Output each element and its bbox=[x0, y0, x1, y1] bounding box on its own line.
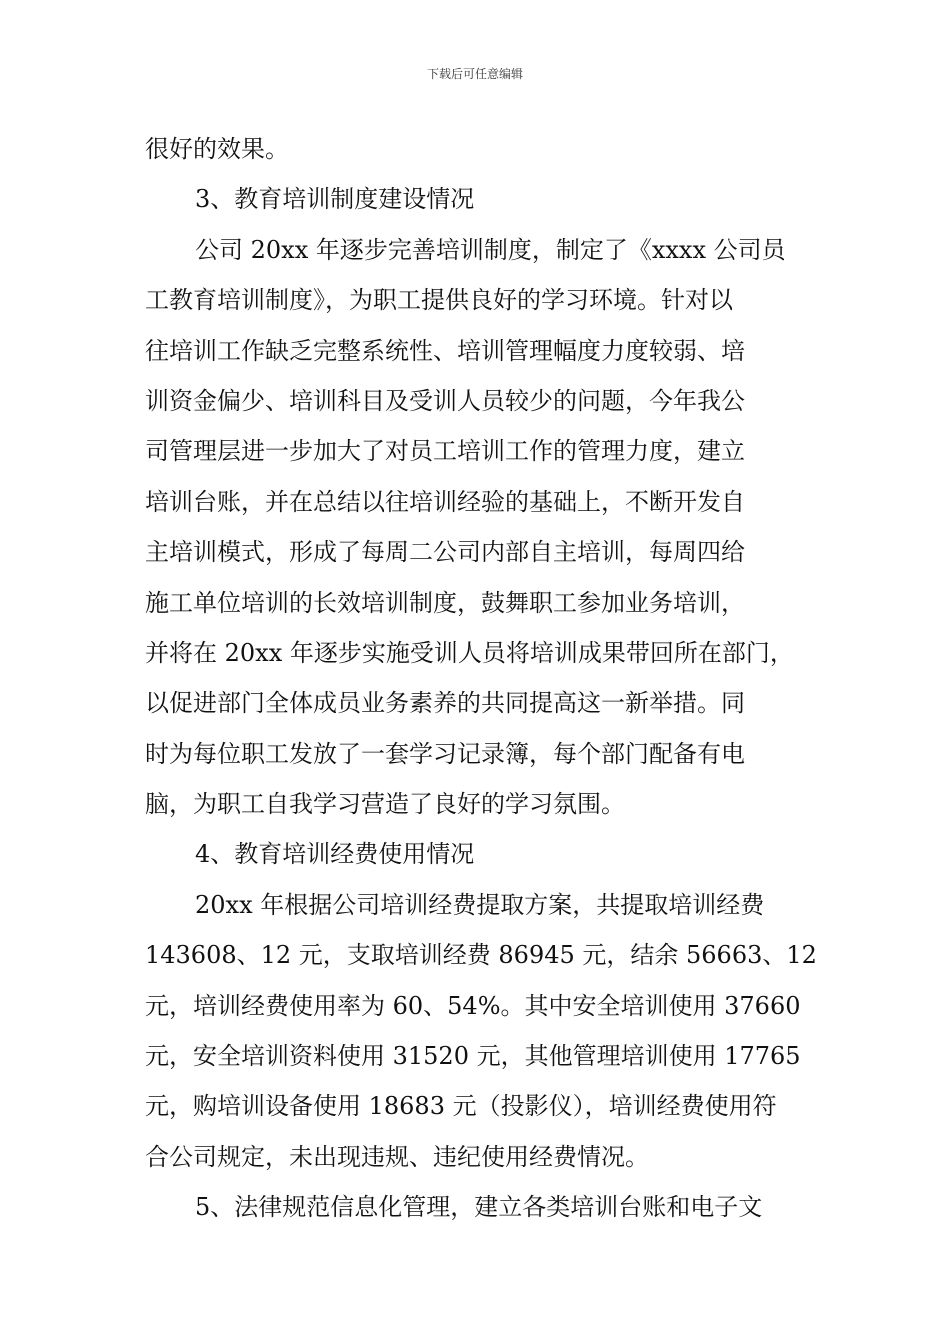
text-line: 并将在 20xx 年逐步实施受训人员将培训成果带回所在部门， bbox=[145, 638, 794, 667]
text-line: 很好的效果。 bbox=[145, 135, 289, 163]
text-line: 脑，为职工自我学习营造了良好的学习氛围。 bbox=[145, 790, 625, 819]
text-line: 往培训工作缺乏完整系统性、培训管理幅度力度较弱、培 bbox=[145, 336, 745, 365]
text-line: 143608、12 元，支取培训经费 86945 元，结余 56663、12 bbox=[145, 941, 817, 970]
text-line: 元，购培训设备使用 18683 元（投影仪），培训经费使用符 bbox=[145, 1092, 777, 1121]
text-line: 时为每位职工发放了一套学习记录簿，每个部门配备有电 bbox=[145, 739, 745, 768]
page-header: 下载后可任意编辑 bbox=[426, 67, 523, 81]
text-line: 训资金偏少、培训科目及受训人员较少的问题，今年我公 bbox=[145, 386, 745, 415]
document-body bbox=[145, 124, 825, 1233]
text-line: 5、法律规范信息化管理，建立各类培训台账和电子文 bbox=[195, 1193, 763, 1222]
text-line: 元，安全培训资料使用 31520 元，其他管理培训使用 17765 bbox=[145, 1042, 801, 1071]
text-line: 3、教育培训制度建设情况 bbox=[195, 185, 475, 214]
text-line: 合公司规定，未出现违规、违纪使用经费情况。 bbox=[145, 1142, 649, 1171]
text-line: 主培训模式，形成了每周二公司内部自主培训，每周四给 bbox=[145, 538, 745, 567]
text-line: 培训台账，并在总结以往培训经验的基础上，不断开发自 bbox=[145, 487, 745, 516]
text-line: 元，培训经费使用率为 60、54%。其中安全培训使用 37660 bbox=[145, 991, 801, 1020]
text-line: 4、教育培训经费使用情况 bbox=[195, 840, 475, 869]
text-line: 施工单位培训的长效培训制度，鼓舞职工参加业务培训， bbox=[145, 588, 745, 617]
text-line: 工教育培训制度》，为职工提供良好的学习环境。针对以 bbox=[145, 286, 733, 315]
text-line: 20xx 年根据公司培训经费提取方案，共提取培训经费 bbox=[195, 890, 765, 919]
text-line: 以促进部门全体成员业务素养的共同提高这一新举措。同 bbox=[145, 689, 745, 718]
text-line: 司管理层进一步加大了对员工培训工作的管理力度，建立 bbox=[145, 437, 745, 466]
text-line: 公司 20xx 年逐步完善培训制度，制定了《xxxx 公司员 bbox=[195, 235, 786, 264]
